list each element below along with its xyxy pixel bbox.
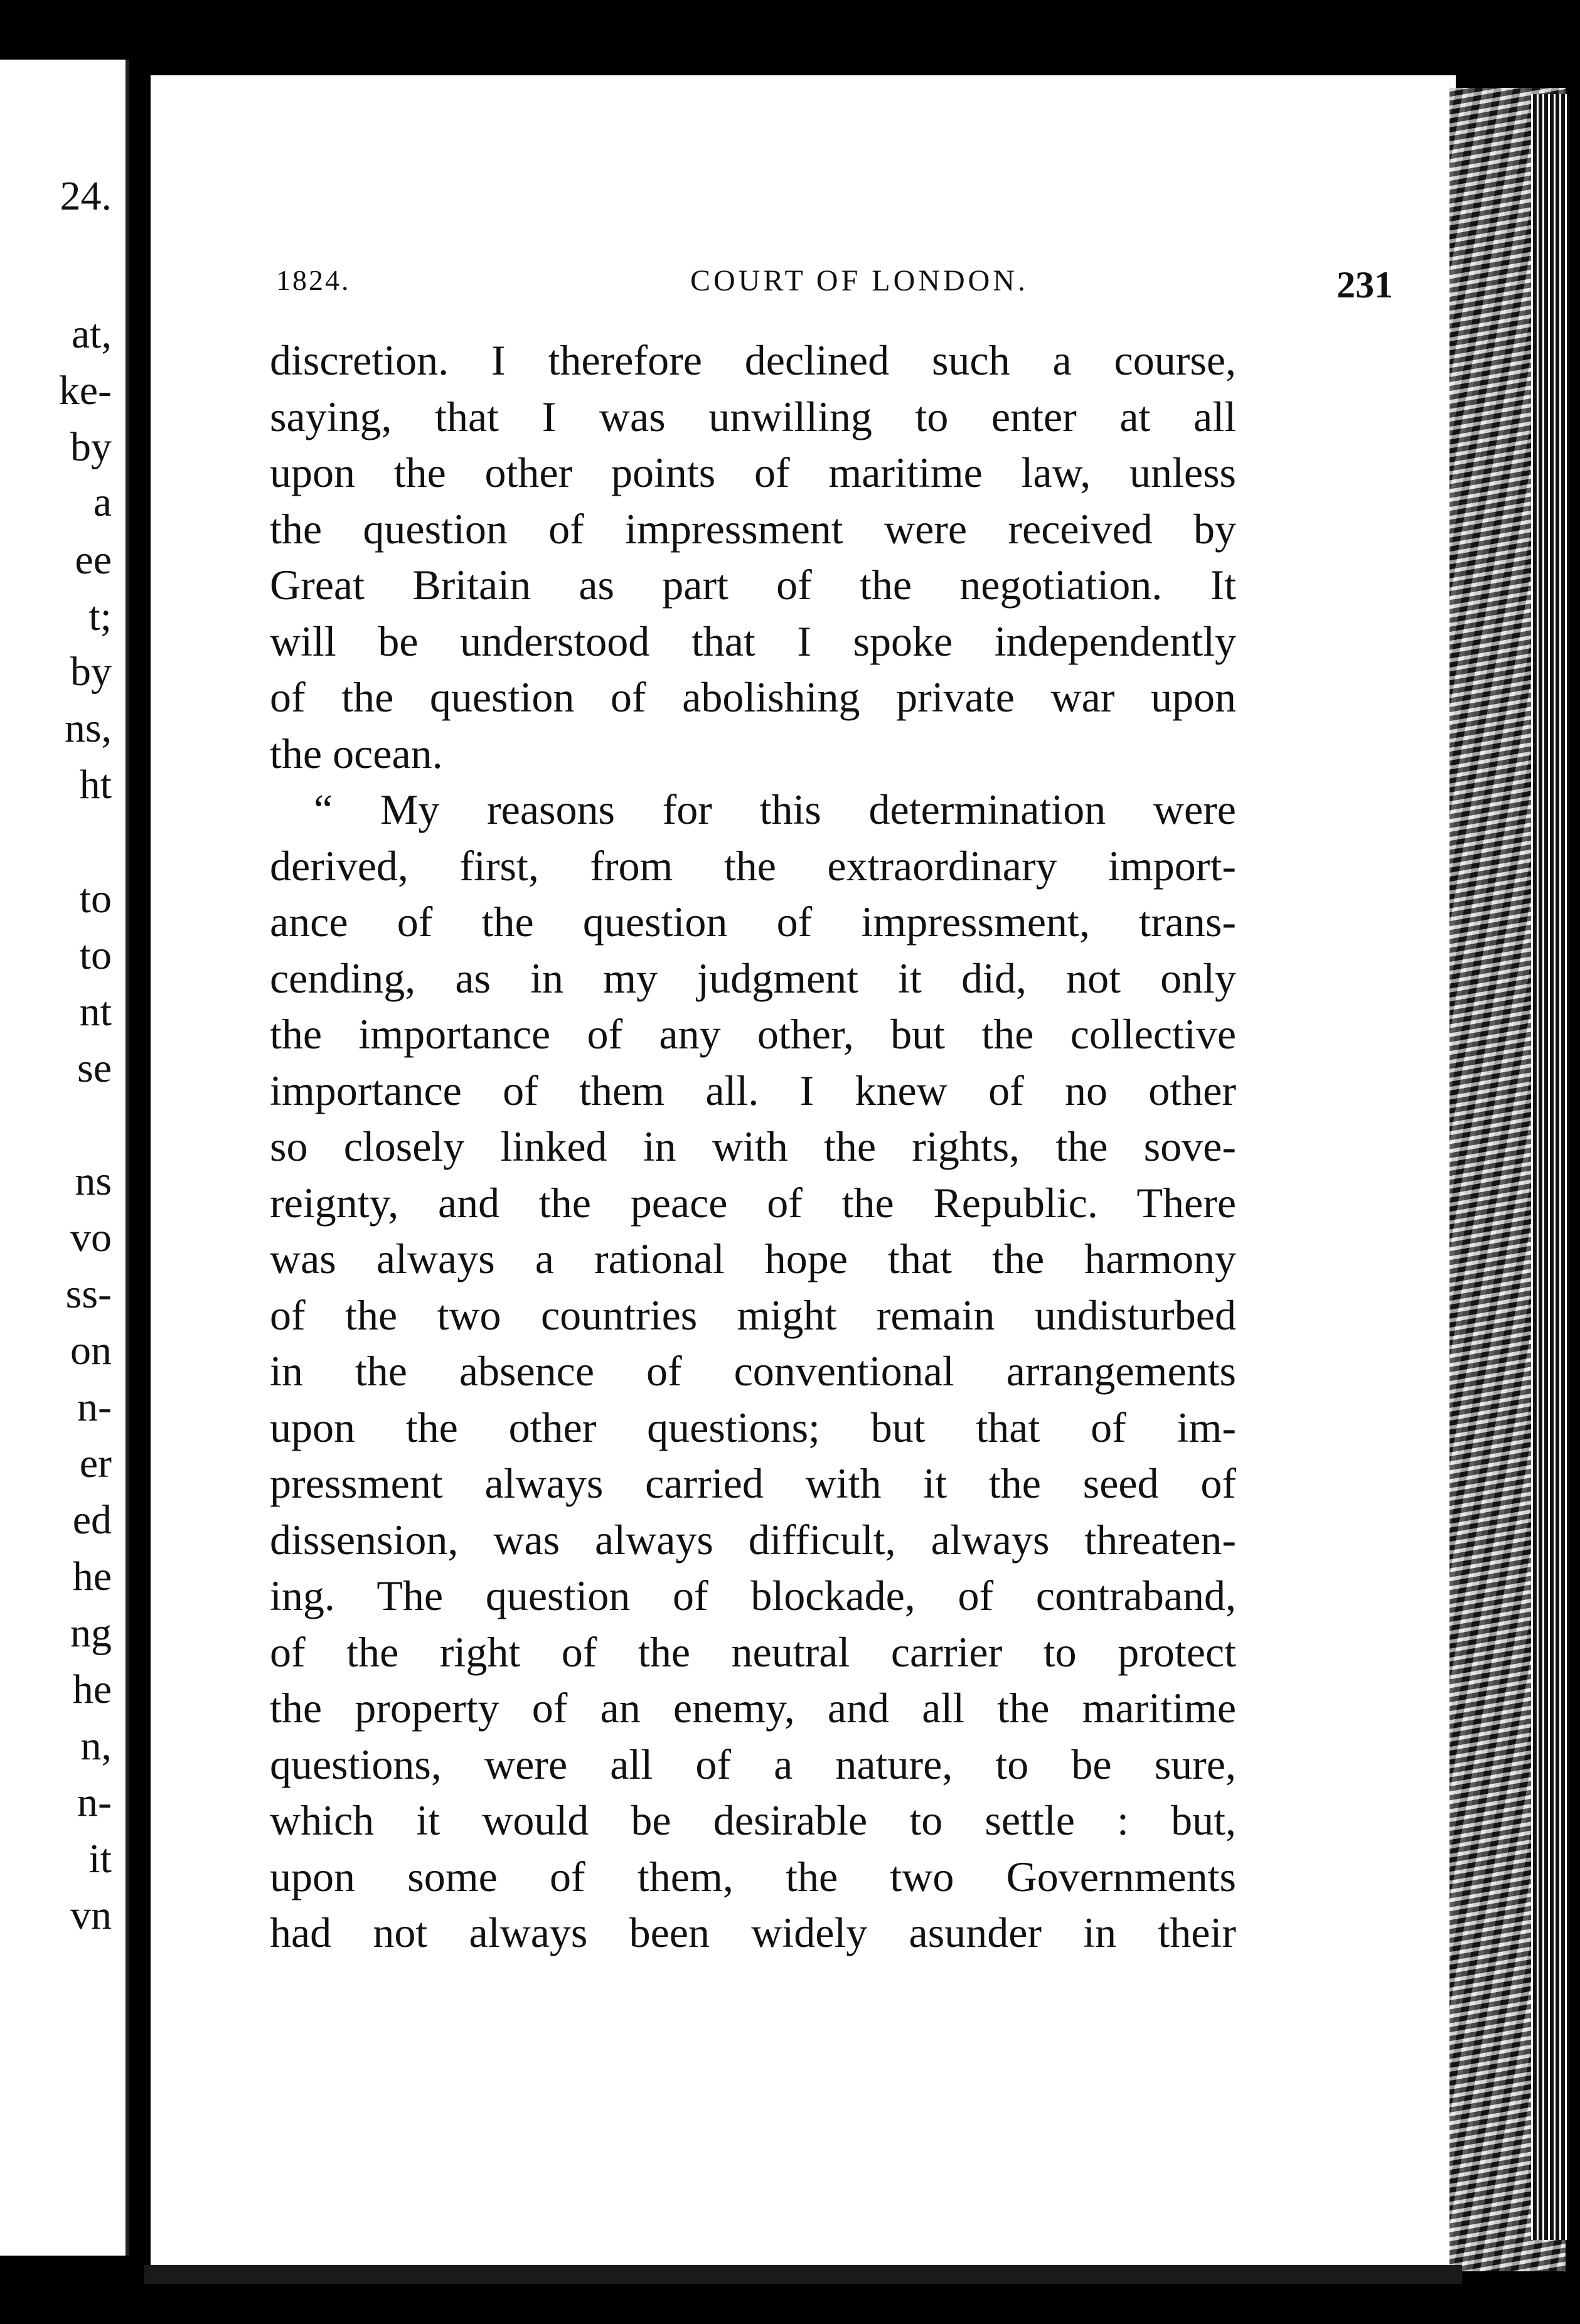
text-line: cending, as in my judgment it did, not only (270, 954, 1236, 1002)
text-line: importance of them all. I knew of no other (270, 1066, 1236, 1114)
text-line: of the two countries might remain undisturbed (270, 1291, 1236, 1339)
text-line: of the question of abolishing private war upon (270, 673, 1236, 721)
text-line: reignty, and the peace of the Republic. There (270, 1178, 1236, 1227)
left-page-line-fragment: ng (70, 1610, 112, 1656)
left-page-line-fragment: ke- (58, 368, 112, 413)
left-page-line-fragment: ee (75, 537, 112, 583)
book-page (151, 75, 1456, 2284)
text-line: questions, were all of a nature, to be sure, (270, 1740, 1236, 1788)
header-year: 1824. (276, 264, 351, 296)
left-page-line-fragment: at, (71, 311, 112, 357)
header-title: COURT OF LONDON. (690, 264, 1028, 297)
left-page-line-fragment: vn (70, 1892, 112, 1938)
left-page-line-fragment: nt (79, 989, 112, 1035)
left-page-line-fragment: ns (75, 1158, 112, 1204)
text-line: pressment always carried with it the seed of (270, 1459, 1236, 1507)
left-page-line-fragment: by (70, 424, 112, 470)
page-block-edge (1531, 94, 1569, 2240)
running-header (276, 264, 1393, 320)
text-line: was always a rational hope that the harmony (270, 1235, 1236, 1282)
text-line: will be understood that I spoke independently (270, 617, 1236, 665)
text-line: ing. The question of blockade, of contraband, (270, 1572, 1236, 1619)
text-line: which it would be desirable to settle : but, (270, 1796, 1236, 1844)
left-page-line-fragment: n- (77, 1779, 112, 1825)
left-page-line-fragment: on (70, 1328, 112, 1373)
left-page-line-fragment: er (79, 1441, 112, 1486)
text-line: the question of impressment were received by (270, 504, 1236, 553)
left-page-line-fragment: to (79, 932, 112, 978)
page-number: 231 (1337, 264, 1393, 306)
left-page-line-fragment: ss- (65, 1271, 112, 1317)
left-page-fragment (0, 60, 129, 2256)
page-bottom-shadow (144, 2265, 1462, 2284)
text-line: discretion. I therefore declined such a course, (270, 336, 1236, 384)
left-page-line-fragment: he (72, 1554, 112, 1599)
left-page-line-fragment: n- (77, 1384, 112, 1430)
text-line: dissension, was always difficult, always threaten- (270, 1515, 1236, 1564)
left-page-line-fragment: it (88, 1836, 112, 1882)
left-page-line-fragment: ht (79, 762, 112, 808)
left-page-line-fragment: se (77, 1045, 112, 1091)
left-page-line-fragment: ed (72, 1497, 112, 1543)
left-page-line-fragment: a (93, 479, 112, 525)
left-page-line-fragment: by (70, 649, 112, 695)
text-line: Great Britain as part of the negotiation. It (270, 561, 1236, 609)
left-page-line-fragment: vo (70, 1215, 112, 1261)
text-line: so closely linked in with the rights, the sove- (270, 1122, 1236, 1170)
text-line: had not always been widely asunder in their (270, 1909, 1236, 1956)
page-body-text (270, 333, 1236, 1961)
text-line: “ My reasons for this determination were (314, 786, 1236, 833)
text-line: upon the other points of maritime law, unless (270, 449, 1236, 496)
text-line: in the absence of conventional arrangements (270, 1347, 1236, 1395)
text-line: the ocean. (270, 729, 443, 777)
text-line: of the right of the neutral carrier to protect (270, 1628, 1236, 1676)
text-line: saying, that I was unwilling to enter at all (270, 392, 1236, 440)
text-line: upon some of them, the two Governments (270, 1852, 1236, 1900)
left-page-line-fragment: to (79, 876, 112, 922)
text-line: ance of the question of impressment, trans- (270, 898, 1236, 946)
left-page-line-fragment: t; (88, 594, 112, 639)
left-page-line-fragment: n, (80, 1723, 112, 1769)
left-page-line-fragment: ns, (64, 705, 112, 751)
text-line: derived, first, from the extraordinary import- (270, 841, 1236, 890)
left-page-line-fragment: he (72, 1666, 112, 1712)
text-line: upon the other questions; but that of im- (270, 1403, 1236, 1451)
text-line: the property of an enemy, and all the maritime (270, 1684, 1236, 1732)
left-page-line-fragment: 24. (60, 173, 112, 219)
text-line: the importance of any other, but the collective (270, 1010, 1236, 1058)
